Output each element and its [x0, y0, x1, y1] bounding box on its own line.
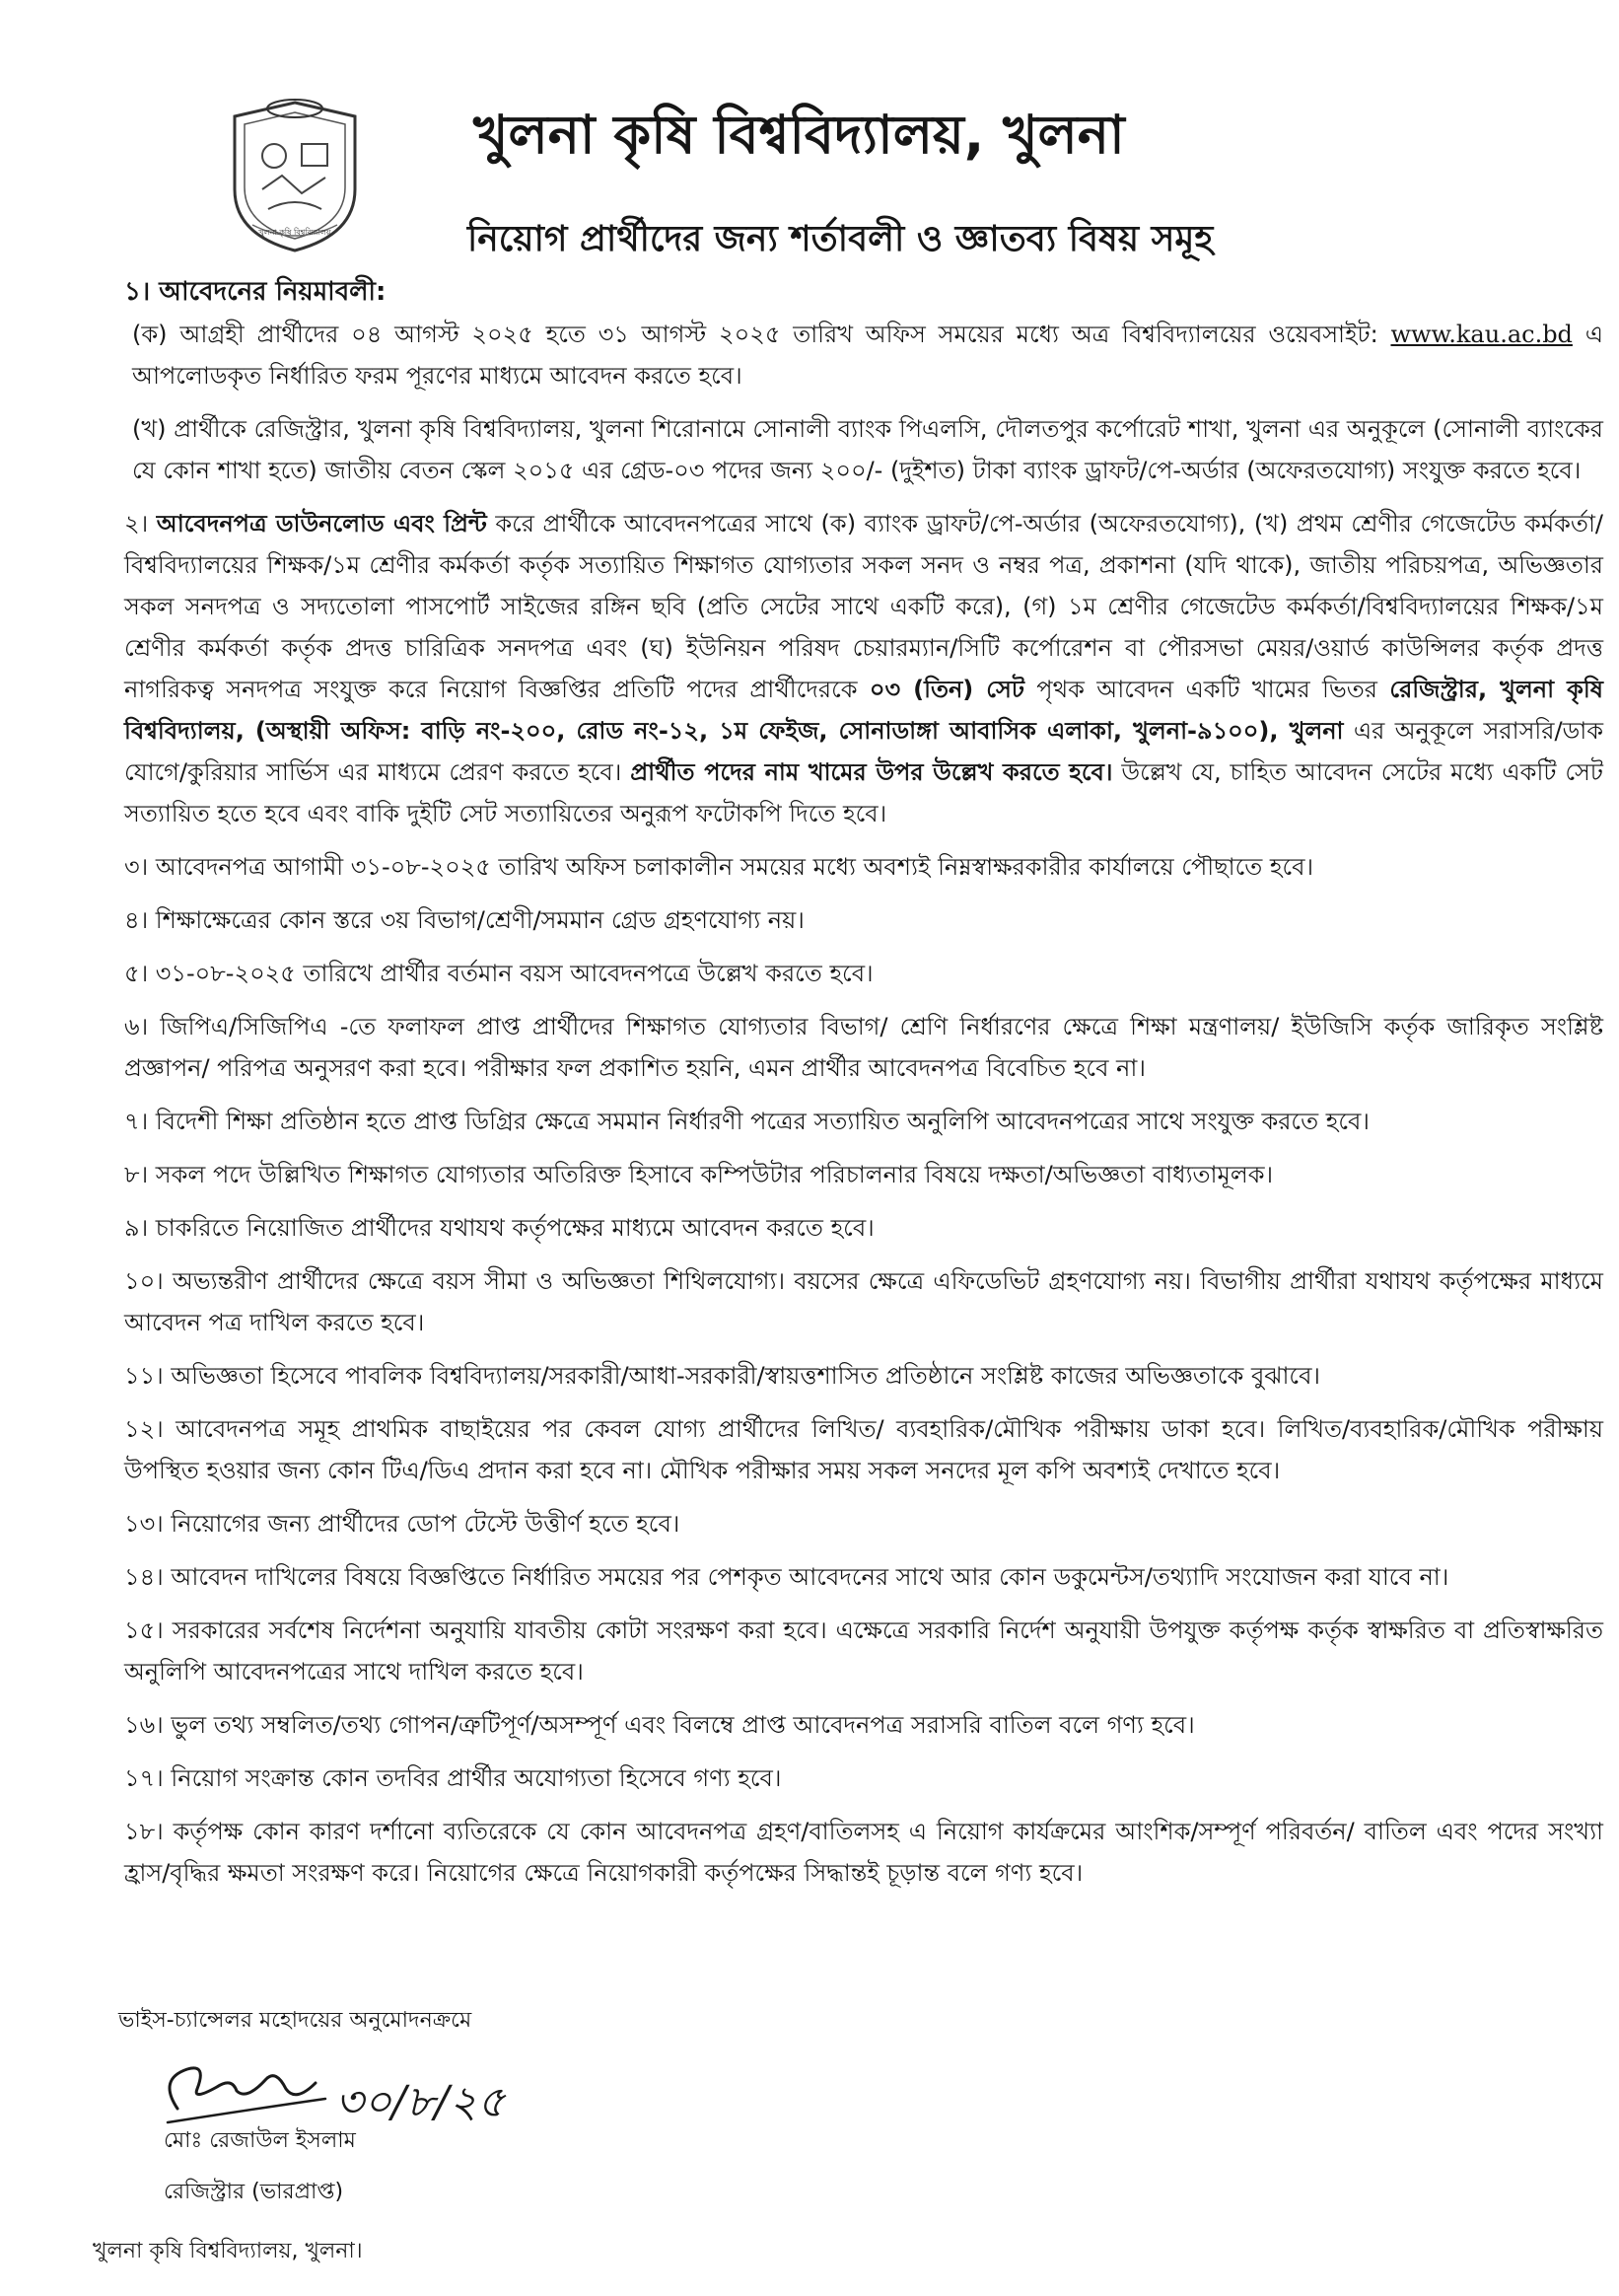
rule-item-2 [124, 503, 1603, 834]
rule-ka-text-before: (ক) আগ্রহী প্রার্থীদের ০৪ আগস্ট ২০২৫ হতে ৩১ আগস্ট ২০২৫ তারিখ অফিস সময়ের মধ্যে অত্র বিশ্ববিদ্যালয়ের ওয়েবসাইট: [132, 321, 1391, 348]
section-heading-rules: ১। আবেদনের নিয়মাবলী: [124, 277, 387, 307]
rule-item-13: ১৩। নিয়োগের জন্য প্রার্থীদের ডোপ টেস্টে উত্তীর্ণ হতে হবে। [124, 1510, 680, 1538]
item-2-bold-download: আবেদনপত্র ডাউনলোড এবং প্রিন্ট [156, 510, 487, 538]
item-2-bold-sets: ০৩ (তিন) সেট [869, 676, 1024, 703]
rule-item-17: ১৭। নিয়োগ সংক্রান্ত কোন তদবির প্রার্থীর অযোগ্যতা হিসেবে গণ্য হবে। [124, 1764, 782, 1792]
signature-date: ৩০/৮/২৫ [335, 2077, 506, 2127]
rule-item-8: ৮। সকল পদে উল্লিখিত শিক্ষাগত যোগ্যতার অতিরিক্ত হিসাবে কম্পিউটার পরিচালনার বিষয়ে দক্ষতা/অভিজ্ঞতা বাধ্যতামূলক। [124, 1161, 1274, 1188]
rule-item-11: ১১। অভিজ্ঞতা হিসেবে পাবলিক বিশ্ববিদ্যালয়/সরকারী/আধা-সরকারী/স্বায়ত্তশাসিত প্রতিষ্ঠানে সংশ্লিষ্ট কাজের অভিজ্ঞতাকে বুঝাবে। [124, 1362, 1321, 1390]
rule-item-15: ১৫। সরকারের সর্বশেষ নির্দেশনা অনুযায়ি যাবতীয় কোটা সংরক্ষণ করা হবে। এক্ষেত্রে সরকারি নির্দেশ অনুযায়ী উপযুক্ত কর্তৃপক্ষ কর্তৃক স্বাক্ষরিত বা প্রতিস্বাক্ষরিত অনুলিপি আবেদনপত্রের সাথে দাখিল করতে হবে। [124, 1616, 1603, 1686]
item-2-text-3: এর অনুকূলে সরাসরি/ডাক যোগে/কুরিয়ার সার্ভিস এর মাধ্যমে প্রেরণ করতে হবে। [124, 717, 1603, 786]
signer-title: রেজিস্ট্রার (ভারপ্রাপ্ত) [164, 2180, 344, 2204]
rule-ka-text-after: এ আপলোডকৃত নির্ধারিত ফরম পূরণের মাধ্যমে আবেদন করতে হবে। [132, 321, 1603, 390]
rule-item-12: ১২। আবেদনপত্র সমূহ প্রাথমিক বাছাইয়ের পর কেবল যোগ্য প্রার্থীদের লিখিত/ ব্যবহারিক/মৌখিক পরীক্ষায় ডাকা হবে। লিখিত/ব্যবহারিক/মৌখিক পরীক্ষায় উপস্থিত হওয়ার জন্য কোন টিএ/ডিএ প্রদান করা হবে না। মৌখিক পরীক্ষার সময় সকল সনদের মূল কপি অবশ্যই দেখাতে হবে। [124, 1415, 1603, 1484]
item-2-number: ২। [124, 510, 157, 538]
rule-item-9: ৯। চাকরিতে নিয়োজিত প্রার্থীদের যথাযথ কর্তৃপক্ষের মাধ্যমে আবেদন করতে হবে। [124, 1214, 875, 1242]
item-2-text-1: করে প্রার্থীকে আবেদনপত্রের সাথে (ক) ব্যাংক ড্রাফট/পে-অর্ডার (অফেরতযোগ্য), (খ) প্রথম শ্রেণীর গেজেটেড কর্মকর্তা/বিশ্ববিদ্যালয়ের শিক্ষক/১ম শ্রেণীর কর্মকর্তা কর্তৃক সত্যায়িত শিক্ষাগত যোগ্যতার সকল সনদ ও নম্বর পত্র, প্রকাশনা (যদি থাকে), জাতীয় পরিচয়পত্র, অভিজ্ঞতার সকল সনদপত্র ও সদ্যতোলা পাসপোর্ট সাইজের রঙ্গিন ছবি (প্রতি সেটের সাথে একটি করে), (গ) ১ম শ্রেণীর গেজেটেড কর্মকর্তা/বিশ্ববিদ্যালয়ের শিক্ষক/১ম শ্রেণীর কর্মকর্তা কর্তৃক প্রদত্ত চারিত্রিক সনদপত্র এবং (ঘ) ইউনিয়ন পরিষদ চেয়ারম্যান/সিটি কর্পোরেশন বা পৌরসভা মেয়র/ওয়ার্ড কাউন্সিলর কর্তৃক প্রদত্ত নাগরিকত্ব সনদপত্র সংযুক্ত করে নিয়োগ বিজ্ঞপ্তির প্রতিটি পদের প্রার্থীদেরকে [124, 510, 1603, 703]
rule-item-14: ১৪। আবেদন দাখিলের বিষয়ে বিজ্ঞপ্তিতে নির্ধারিত সময়ের পর পেশকৃত আবেদনের সাথে আর কোন ডকুমেন্টস/তথ্যাদি সংযোজন করা যাবে না। [124, 1563, 1449, 1591]
rule-item-6: ৬। জিপিএ/সিজিপিএ -তে ফলাফল প্রাপ্ত প্রার্থীদের শিক্ষাগত যোগ্যতার বিভাগ/ শ্রেণি নির্ধারণের ক্ষেত্রে শিক্ষা মন্ত্রণালয়/ ইউজিসি কর্তৃক জারিকৃত সংশ্লিষ্ট প্রজ্ঞাপন/ পরিপত্র অনুসরণ করা হবে। পরীক্ষার ফল প্রকাশিত হয়নি, এমন প্রার্থীর আবেদনপত্র বিবেচিত হবে না। [124, 1013, 1603, 1082]
rule-kha: (খ) প্রার্থীকে রেজিস্ট্রার, খুলনা কৃষি বিশ্ববিদ্যালয়, খুলনা শিরোনামে সোনালী ব্যাংক পিএলসি, দৌলতপুর কর্পোরেট শাখা, খুলনা এর অনুকূলে (সোনালী ব্যাংকের যে কোন শাখা হতে) জাতীয় বেতন স্কেল ২০১৫ এর গ্রেড-০৩ পদের জন্য ২০০/- (দুইশত) টাকা ব্যাংক ড্রাফট/পে-অর্ডার (অফেরতযোগ্য) সংযুক্ত করতে হবে। [132, 415, 1603, 484]
university-title: খুলনা কৃষি বিশ্ববিদ্যালয়, খুলনা [473, 104, 1125, 166]
item-2-bold-envelope: প্রার্থীত পদের নাম খামের উপর উল্লেখ করতে হবে। [630, 758, 1113, 786]
approval-note: ভাইস-চ্যান্সেলর মহোদয়ের অনুমোদনক্রমে [118, 2008, 472, 2033]
rule-item-10: ১০। অভ্যন্তরীণ প্রার্থীদের ক্ষেত্রে বয়স সীমা ও অভিজ্ঞতা শিথিলযোগ্য। বয়সের ক্ষেত্রে এফিডেভিট গ্রহণযোগ্য নয়। বিভাগীয় প্রার্থীরা যথাযথ কর্তৃপক্ষের মাধ্যমে আবেদন পত্র দাখিল করতে হবে। [124, 1267, 1603, 1336]
rule-item-5: ৫। ৩১-০৮-২০২৫ তারিখে প্রার্থীর বর্তমান বয়স আবেদনপত্রে উল্লেখ করতে হবে। [124, 960, 874, 987]
rule-item-7: ৭। বিদেশী শিক্ষা প্রতিষ্ঠান হতে প্রাপ্ত ডিগ্রির ক্ষেত্রে সমমান নির্ধারণী পত্রের সত্যায়িত অনুলিপি আবেদনপত্রের সাথে সংযুক্ত করতে হবে। [124, 1108, 1370, 1135]
notice-body [124, 314, 1603, 1905]
signer-name: মোঃ রেজাউল ইসলাম [164, 2128, 356, 2153]
item-2-text-4: উল্লেখ যে, চাহিত আবেদন সেটের মধ্যে একটি সেট সত্যায়িত হতে হবে এবং বাকি দুইটি সেট সত্যায়িতের অনুরূপ ফটোকপি দিতে হবে। [124, 758, 1603, 827]
rule-item-3: ৩। আবেদনপত্র আগামী ৩১-০৮-২০২৫ তারিখ অফিস চলাকালীন সময়ের মধ্যে অবশ্যই নিম্নস্বাক্ষরকারীর কার্যালয়ে পৌছাতে হবে। [124, 853, 1314, 881]
university-seal-icon [223, 99, 367, 254]
rule-item-16: ১৬। ভুল তথ্য সম্বলিত/তথ্য গোপন/ত্রুটিপূর্ণ/অসম্পূর্ণ এবং বিলম্বে প্রাপ্ত আবেদনপত্র সরাসরি বাতিল বলে গণ্য হবে। [124, 1711, 1195, 1739]
rule-item-4: ৪। শিক্ষাক্ষেত্রের কোন স্তরে ৩য় বিভাগ/শ্রেণী/সমমান গ্রেড গ্রহণযোগ্য নয়। [124, 906, 805, 934]
item-2-bold-address: রেজিস্ট্রার, খুলনা কৃষি বিশ্ববিদ্যালয়, (অস্থায়ী অফিস: বাড়ি নং-২০০, রোড নং-১২, ১ম ফেইজ, সোনাডাঙ্গা আবাসিক এলাকা, খুলনা-৯১০০), খুলনা [124, 676, 1604, 745]
rule-item-18: ১৮। কর্তৃপক্ষ কোন কারণ দর্শানো ব্যতিরেকে যে কোন আবেদনপত্র গ্রহণ/বাতিলসহ এ নিয়োগ কার্যক্রমের আংশিক/সম্পূর্ণ পরিবর্তন/ বাতিল এবং পদের সংখ্যা হ্রাস/বৃদ্ধির ক্ষমতা সংরক্ষণ করে। নিয়োগের ক্ষেত্রে নিয়োগকারী কর্তৃপক্ষের সিদ্ধান্তই চূড়ান্ত বলে গণ্য হবে। [124, 1818, 1603, 1887]
signer-office: খুলনা কৃষি বিশ্ববিদ্যালয়, খুলনা। [93, 2239, 363, 2263]
rule-ka [124, 314, 1603, 396]
svg-text:খুলনা কৃষি বিশ্ববিদ্যালয়: খুলনা কৃষি বিশ্ববিদ্যালয় [258, 228, 331, 237]
university-website-link[interactable]: www.kau.ac.bd [1390, 321, 1573, 348]
notice-subtitle: নিয়োগ প্রার্থীদের জন্য শর্তাবলী ও জ্ঞাতব্য বিষয় সমূহ [467, 219, 1214, 259]
item-2-text-2: পৃথক আবেদন একটি খামের ভিতর [1023, 676, 1390, 703]
